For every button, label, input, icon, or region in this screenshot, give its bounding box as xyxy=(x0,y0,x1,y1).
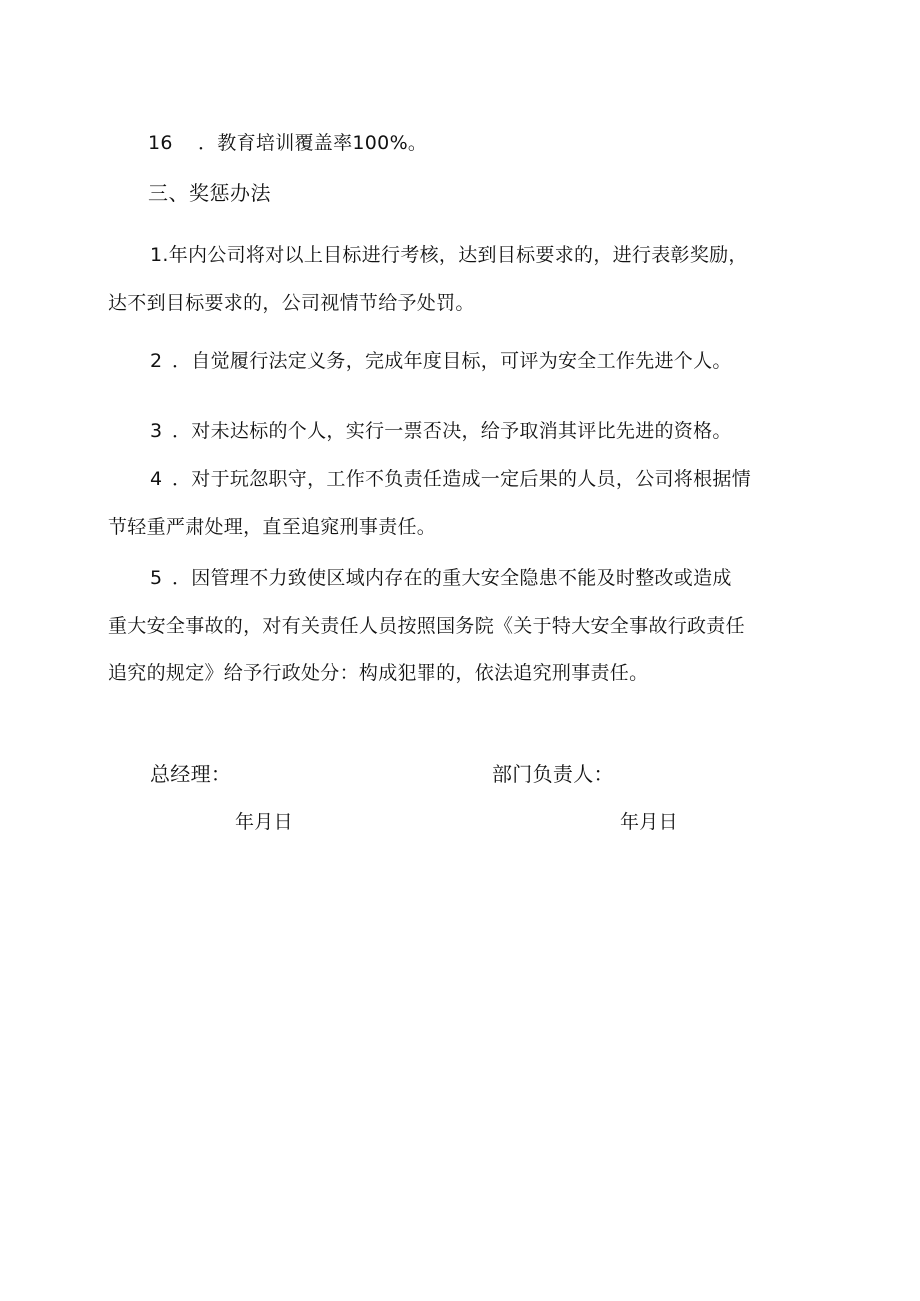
manager-date: 年月日 xyxy=(235,811,293,833)
item-3-number: 3 xyxy=(150,420,163,442)
item-16-text: ．教育培训覆盖率100%。 xyxy=(198,132,428,154)
dept-head-signature-label: 部门负责人： xyxy=(492,762,614,786)
item-16 xyxy=(148,131,427,155)
item-1-line-2: 达不到目标要求的，公司视情节给予处罚。 xyxy=(108,292,475,314)
manager-signature-label: 总经理： xyxy=(150,762,232,786)
item-1-line-1: 1.年内公司将对以上目标进行考核，达到目标要求的，进行表彰奖励， xyxy=(150,244,748,266)
item-2-text: ．自觉履行法定义务，完成年度目标，可评为安全工作先进个人。 xyxy=(172,350,732,372)
item-5-line-3: 追究的规定》给予行政处分：构成犯罪的，依法追究刑事责任。 xyxy=(108,662,649,684)
item-5-number: 5 xyxy=(150,567,163,589)
item-2-number: 2 xyxy=(150,350,163,372)
dept-head-date: 年月日 xyxy=(620,811,678,833)
item-4-line-1 xyxy=(150,467,751,491)
item-4-line-2: 节轻重严肃处理，直至追窕刑事责任。 xyxy=(108,516,437,538)
item-4-number: 4 xyxy=(150,468,163,490)
item-3 xyxy=(150,419,732,443)
item-5-text: ．因管理不力致使区域内存在的重大安全隐患不能及时整改或造成 xyxy=(172,567,732,589)
section-title: 三、奖惩办法 xyxy=(148,181,271,205)
item-4-text: ．对于玩忽职守，工作不负责任造成一定后果的人员，公司将根据情 xyxy=(172,468,752,490)
item-3-text: ．对未达标的个人，实行一票否决，给予取消其评比先进的资格。 xyxy=(172,420,732,442)
item-16-number: 16 xyxy=(148,132,173,154)
item-5-line-1 xyxy=(150,566,732,590)
item-5-line-2: 重大安全事故的，对有关责任人员按照国务院《关于特大安全事故行政责任 xyxy=(108,615,745,637)
item-2 xyxy=(150,349,732,373)
